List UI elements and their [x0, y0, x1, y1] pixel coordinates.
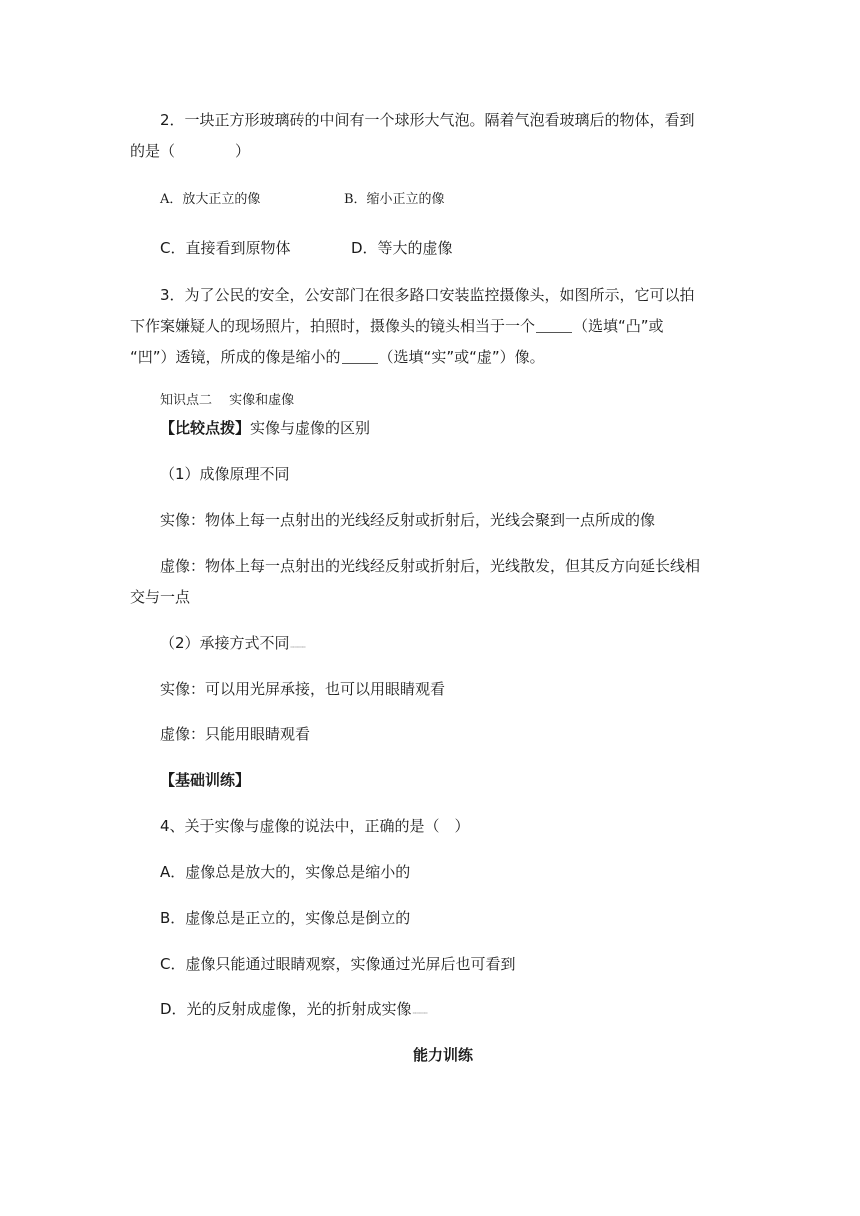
- q2-option-c: C．直接看到原物体: [160, 239, 291, 257]
- answer-blank-2[interactable]: [342, 349, 378, 364]
- compare-tag: 【比较点拨】: [160, 419, 251, 437]
- q4-option-c: C．虚像只能通过眼睛观察，实像通过光屏后也可看到: [160, 955, 516, 973]
- q2-option-d: D．等大的虚像: [351, 239, 453, 257]
- q2-option-b: B．缩小正立的像: [344, 192, 445, 207]
- tiny-watermark-2: ▭▭▭▭: [412, 1010, 428, 1015]
- point-2: [160, 633, 306, 657]
- basic-training-heading: 【基础训练】: [160, 771, 251, 789]
- point-1: （1）成像原理不同: [160, 465, 290, 483]
- q4-option-a: A．虚像总是放大的，实像总是缩小的: [160, 863, 411, 881]
- ability-heading: 能力训练: [413, 1046, 474, 1064]
- q3-line1: 3．为了公民的安全，公安部门在很多路口安装监控摄像头，如图所示，它可以拍: [160, 286, 695, 304]
- tiny-watermark-1: ▭▭▭▭: [290, 644, 306, 649]
- q2-line1: 2．一块正方形玻璃砖的中间有一个球形大气泡。隔着气泡看玻璃后的物体，看到: [160, 111, 695, 129]
- q2-line2: 的是（ ）: [130, 142, 251, 160]
- knowledge-heading: 知识点二 实像和虚像: [160, 393, 295, 408]
- virtual-image-capture: 虚像：只能用眼睛观看: [160, 725, 311, 743]
- real-image-capture: 实像：可以用光屏承接，也可以用眼睛观看: [160, 680, 446, 698]
- compare-text: 实像与虚像的区别: [250, 419, 371, 437]
- point-2-text: （2）承接方式不同: [160, 634, 290, 652]
- answer-blank-1[interactable]: [536, 318, 572, 333]
- q3-line3: [130, 347, 545, 367]
- q4-stem: 4、关于实像与虚像的说法中，正确的是（ ）: [160, 817, 470, 835]
- q3-line2: [130, 316, 664, 336]
- q3-line2-text-b: （选填“凸”或: [573, 317, 664, 335]
- q3-line2-text-a: 下作案嫌疑人的现场照片，拍照时，摄像头的镜头相当于一个: [130, 317, 536, 335]
- virtual-image-principle-2: 交与一点: [130, 588, 191, 606]
- virtual-image-principle-1: 虚像：物体上每一点射出的光线经反射或折射后，光线散发，但其反方向延长线相: [160, 557, 701, 575]
- q4-option-d: [160, 999, 428, 1023]
- q2-option-a: A．放大正立的像: [160, 192, 261, 207]
- q3-line3-text-b: （选填“实”或“虚”）像。: [378, 348, 545, 366]
- real-image-principle: 实像：物体上每一点射出的光线经反射或折射后，光线会聚到一点所成的像: [160, 511, 656, 529]
- compare-line: [160, 418, 370, 438]
- q3-line3-text-a: “凹”）透镜，所成的像是缩小的: [130, 348, 341, 366]
- q4-option-d-text: D．光的反射成虚像，光的折射成实像: [160, 1000, 412, 1018]
- q4-option-b: B．虚像总是正立的，实像总是倒立的: [160, 909, 411, 927]
